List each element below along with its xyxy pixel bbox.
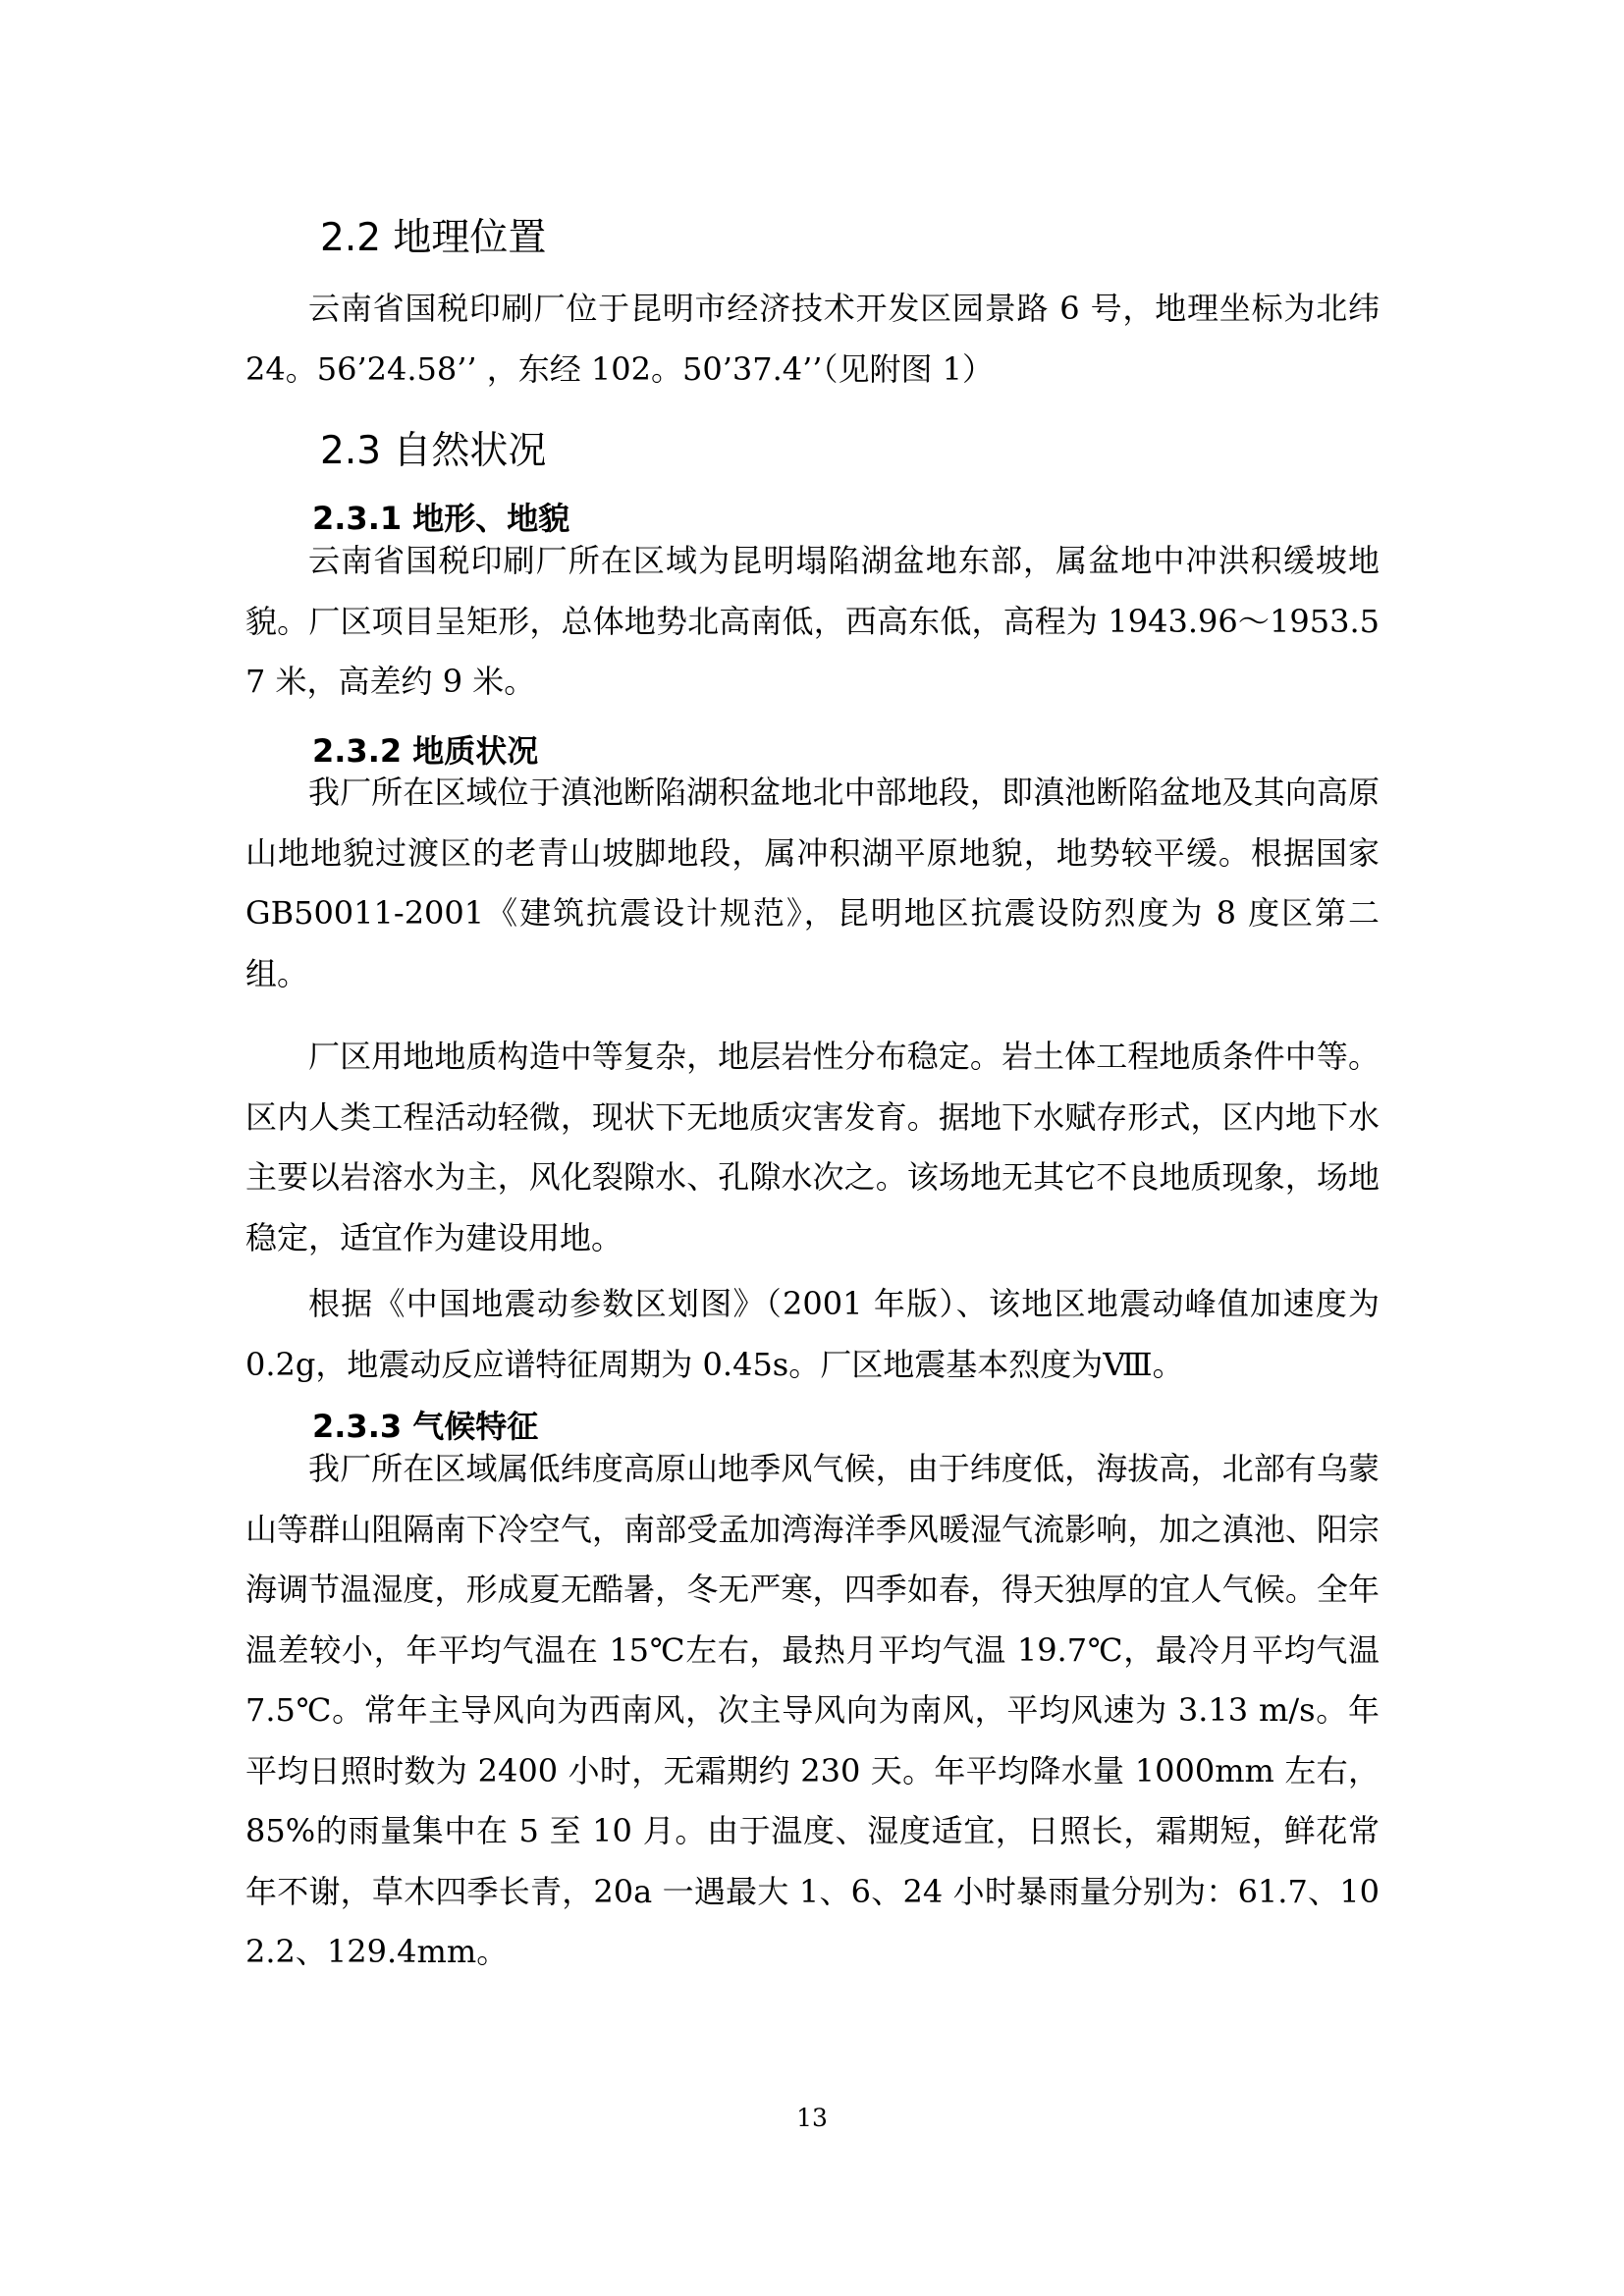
- paragraph-geology-1: 我厂所在区域位于滇池断陷湖积盆地北中部地段，即滇池断陷盆地及其向高原山地地貌过渡区的老青山坡脚地段，属冲积湖平原地貌，地势较平缓。根据国家 GB50011-2001《建筑抗震设计规范》，昆明地区抗震设防烈度为 8 度区第二组。: [245, 774, 1380, 992]
- subsection-heading-2-3-2: 2.3.2 地质状况: [312, 732, 539, 770]
- paragraph-terrain: 云南省国税印刷厂所在区域为昆明塌陷湖盆地东部，属盆地中冲洪积缓坡地貌。厂区项目呈矩形，总体地势北高南低，西高东低，高程为 1943.96～1953.57 米，高差约 9 米。: [245, 542, 1380, 700]
- paragraph-geographic-location: 云南省国税印刷厂位于昆明市经济技术开发区园景路 6 号，地理坐标为北纬 24。56’24.58’’ ，东经 102。50’37.4’’（见附图 1）: [245, 290, 1380, 388]
- subsection-heading-2-3-1: 2.3.1 地形、地貌: [312, 500, 570, 537]
- paragraph-geology-3: 根据《中国地震动参数区划图》（2001 年版）、该地区地震动峰值加速度为 0.2g，地震动反应谱特征周期为 0.45s。厂区地震基本烈度为Ⅷ。: [245, 1285, 1380, 1383]
- section-heading-2-2: 2.2 地理位置: [320, 216, 547, 260]
- section-heading-2-3: 2.3 自然状况: [320, 429, 547, 473]
- paragraph-climate: 我厂所在区域属低纬度高原山地季风气候，由于纬度低，海拔高，北部有乌蒙山等群山阻隔南下冷空气，南部受孟加湾海洋季风暖湿气流影响，加之滇池、阳宗海调节温湿度，形成夏无酷暑，冬无严寒，四季如春，得天独厚的宜人气候。全年温差较小，年平均气温在 15℃左右，最热月平均气温 19.7℃，最冷月平均气温 7.5℃。常年主导风向为西南风，次主导风向为南风，平均风速为 3.13 m/s。年平均日照时数为 2400 小时，无霜期约 230 天。年平均降水量 1000mm 左右，85%的雨量集中在 5 至 10 月。由于温度、湿度适宜，日照长，霜期短，鲜花常年不谢，草木四季长青，20a 一遇最大 1、6、24 小时暴雨量分别为：61.7、102.2、129.4mm。: [245, 1450, 1380, 1970]
- page-number: 13: [796, 2104, 828, 2132]
- subsection-heading-2-3-3: 2.3.3 气候特征: [312, 1408, 539, 1445]
- paragraph-geology-2: 厂区用地地质构造中等复杂，地层岩性分布稳定。岩土体工程地质条件中等。区内人类工程活动轻微，现状下无地质灾害发育。据地下水赋存形式，区内地下水主要以岩溶水为主，风化裂隙水、孔隙水次之。该场地无其它不良地质现象，场地稳定，适宜作为建设用地。: [245, 1038, 1380, 1256]
